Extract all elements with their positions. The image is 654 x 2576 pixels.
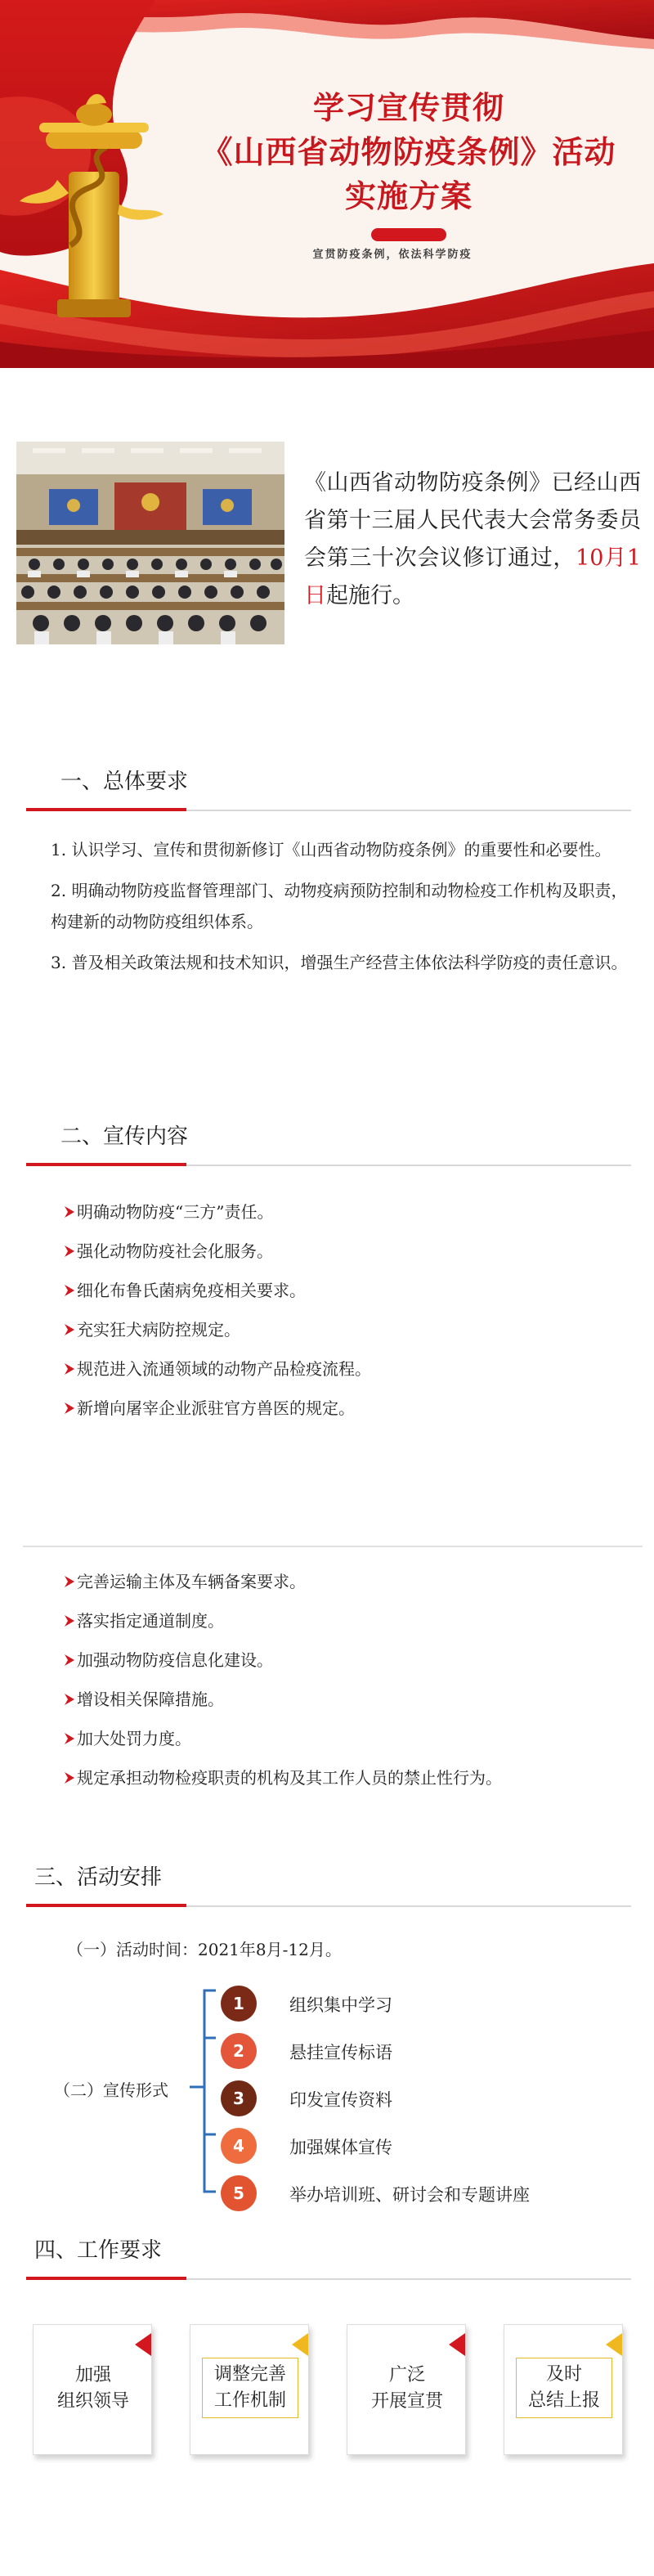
section-heading-text: 三、活动安排 bbox=[34, 1865, 163, 1890]
section-heading-activity-arrangement bbox=[26, 1861, 631, 1907]
list-item: 细化布鲁氏菌病免疫相关要求。 bbox=[64, 1281, 628, 1320]
section-heading-publicity-content bbox=[26, 1120, 631, 1166]
step-number-badge: 2 bbox=[221, 2033, 257, 2069]
publicity-content-list-2 bbox=[64, 1572, 628, 1807]
header-banner bbox=[0, 0, 654, 368]
heading-divider bbox=[26, 1905, 631, 1907]
step-label: 悬挂宣传标语 bbox=[289, 2043, 392, 2062]
title-underline-bar bbox=[371, 228, 446, 241]
list-item: 1. 认识学习、宣传和贯彻新修订《山西省动物防疫条例》的重要性和必要性。 bbox=[51, 840, 611, 859]
step-number-badge: 3 bbox=[221, 2080, 257, 2116]
arrow-right-icon bbox=[64, 1323, 75, 1336]
meeting-hall-photo bbox=[16, 442, 284, 644]
list-item: 规范进入流通领域的动物产品检疫流程。 bbox=[64, 1359, 628, 1398]
list-item: 3. 普及相关政策法规和技术知识，增强生产经营主体依法科学防疫的责任意识。 bbox=[51, 953, 628, 972]
step-label: 加强媒体宣传 bbox=[289, 2138, 392, 2157]
arrow-right-icon bbox=[64, 1402, 75, 1415]
requirement-card-4 bbox=[504, 2324, 623, 2455]
arrow-right-icon bbox=[64, 1575, 75, 1588]
subtitle-slogan: 宣贯防疫条例，依法科学防疫 bbox=[312, 249, 473, 261]
step-label: 举办培训班、研讨会和专题讲座 bbox=[289, 2185, 530, 2205]
section-heading-text: 二、宣传内容 bbox=[60, 1124, 189, 1149]
section-heading-text: 一、总体要求 bbox=[60, 770, 189, 794]
step-label: 组织集中学习 bbox=[289, 1995, 392, 2015]
list-item: 2. 明确动物防疫监督管理部门、动物疫病预防控制和动物检疫工作机构及职责，构建新的动物防疫组织体系。 bbox=[51, 881, 628, 931]
list-item: 规定承担动物检疫职责的机构及其工作人员的禁止性行为。 bbox=[64, 1768, 628, 1807]
red-flag-icon bbox=[449, 2333, 465, 2356]
step-number-badge: 4 bbox=[221, 2128, 257, 2164]
intro-text-after: 起施行。 bbox=[326, 583, 414, 608]
list-item: 强化动物防疫社会化服务。 bbox=[64, 1241, 628, 1281]
general-requirements-list bbox=[51, 834, 628, 988]
publicity-content-list-1 bbox=[64, 1202, 628, 1438]
title-line-1: 学习宣传贯彻 bbox=[312, 90, 504, 126]
list-item: 加大处罚力度。 bbox=[64, 1729, 628, 1768]
publicity-form-label: （二）宣传形式 bbox=[54, 2080, 168, 2100]
title-line-2: 《山西省动物防疫条例》活动 bbox=[201, 134, 616, 170]
content-divider bbox=[23, 1546, 643, 1547]
red-flag-icon bbox=[135, 2333, 151, 2356]
requirement-card-3 bbox=[347, 2324, 466, 2455]
step-number-badge: 5 bbox=[221, 2175, 257, 2211]
list-item: 增设相关保障措施。 bbox=[64, 1690, 628, 1729]
title-line-3: 实施方案 bbox=[344, 178, 473, 214]
requirement-card-2 bbox=[190, 2324, 309, 2455]
page-title bbox=[180, 86, 638, 241]
card-line-1: 调整完善 bbox=[213, 2364, 286, 2385]
heading-divider bbox=[26, 2278, 631, 2280]
requirement-card-1 bbox=[33, 2324, 152, 2455]
intro-text-before: 《山西省动物防疫条例》已经山西省第十三届人民代表大会常务委员会第三十次会议修订通过， bbox=[304, 470, 641, 571]
card-line-2: 总结上报 bbox=[527, 2390, 600, 2411]
arrow-right-icon bbox=[64, 1654, 75, 1667]
arrow-right-icon bbox=[64, 1614, 75, 1627]
section-heading-general-requirements bbox=[26, 765, 631, 811]
arrow-right-icon bbox=[64, 1205, 75, 1218]
arrow-right-icon bbox=[64, 1771, 75, 1784]
brace-connector-icon bbox=[188, 1989, 221, 2193]
activity-time: （一）活动时间：2021年8月-12月。 bbox=[67, 1940, 342, 1959]
card-line-2: 组织领导 bbox=[56, 2391, 129, 2412]
section-heading-text: 四、工作要求 bbox=[34, 2238, 163, 2263]
arrow-right-icon bbox=[64, 1284, 75, 1297]
card-line-1: 加强 bbox=[74, 2365, 111, 2385]
gold-flag-icon bbox=[292, 2333, 308, 2356]
list-item: 完善运输主体及车辆备案要求。 bbox=[64, 1572, 628, 1611]
heading-divider bbox=[26, 810, 631, 811]
list-item: 加强动物防疫信息化建设。 bbox=[64, 1650, 628, 1690]
arrow-right-icon bbox=[64, 1245, 75, 1258]
card-line-2: 开展宣贯 bbox=[370, 2391, 443, 2412]
list-item: 明确动物防疫“三方”责任。 bbox=[64, 1202, 628, 1241]
card-line-1: 及时 bbox=[545, 2364, 582, 2385]
gold-flag-icon bbox=[606, 2333, 622, 2356]
arrow-right-icon bbox=[64, 1693, 75, 1706]
effective-date: 10月1日 bbox=[304, 545, 641, 608]
arrow-right-icon bbox=[64, 1732, 75, 1745]
arrow-right-icon bbox=[64, 1362, 75, 1376]
heading-divider bbox=[26, 1165, 631, 1166]
intro-paragraph bbox=[304, 464, 641, 615]
list-item: 落实指定通道制度。 bbox=[64, 1611, 628, 1650]
step-label: 印发宣传资料 bbox=[289, 2090, 392, 2110]
section-heading-work-requirements bbox=[26, 2234, 631, 2280]
list-item: 充实狂犬病防控规定。 bbox=[64, 1320, 628, 1359]
card-line-2: 工作机制 bbox=[213, 2390, 286, 2411]
card-line-1: 广泛 bbox=[388, 2365, 425, 2385]
step-number-badge: 1 bbox=[221, 1986, 257, 2022]
list-item: 新增向屠宰企业派驻官方兽医的规定。 bbox=[64, 1398, 628, 1438]
